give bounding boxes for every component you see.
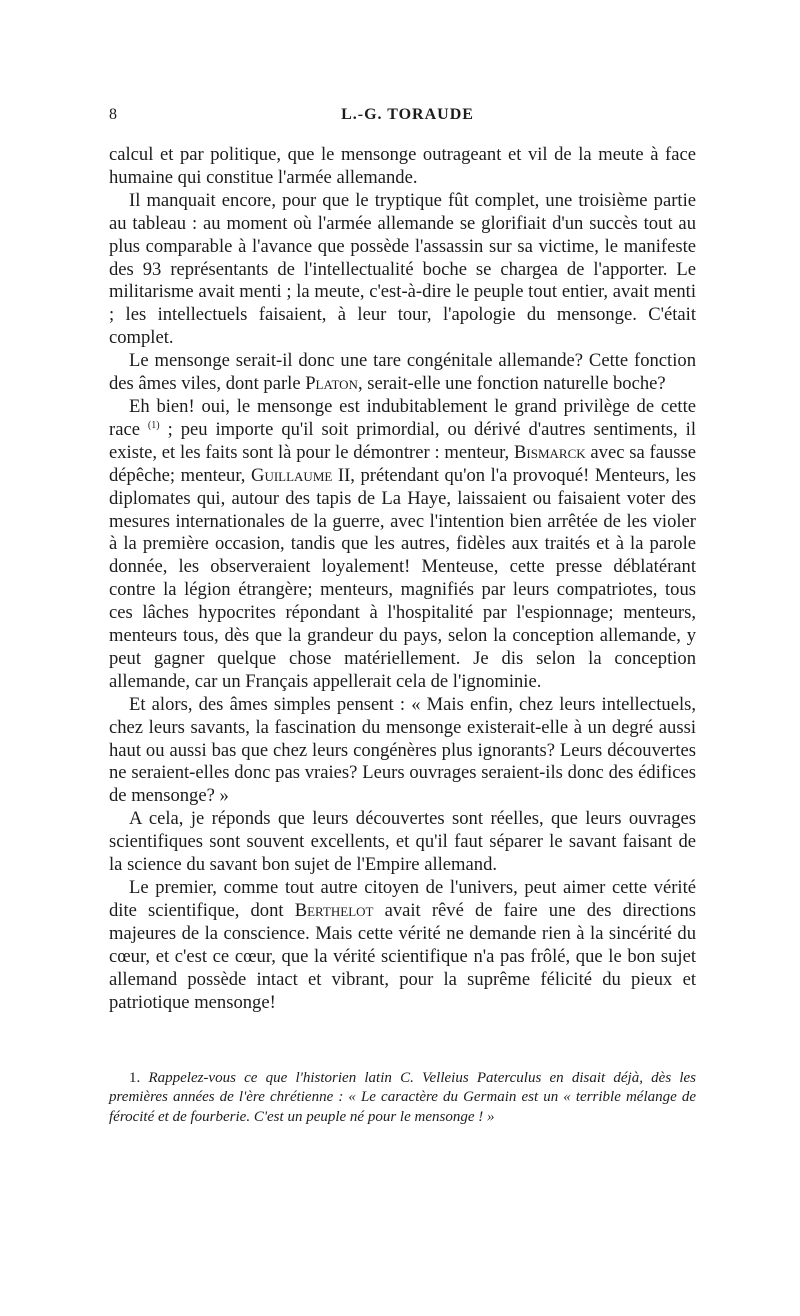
author-name-platon: Platon bbox=[305, 373, 358, 395]
paragraph-4-text-b: ; peu importe qu'il soit primordial, ou dérivé d'autres sentiments, il existe, et les faits sont là pour le démontrer : menteur, bbox=[109, 418, 696, 463]
running-title: L.-G. TORAUDE bbox=[341, 106, 474, 123]
person-name-berthelot: Berthelot bbox=[294, 899, 374, 921]
paragraph-7-text-b: avait rêvé de faire une des directions majeures de la conscience. Mais cette vérité ne demande rien à la sincérité du cœur, et c'est ce cœur, que la vérité scientifique n'a pas frôlé, que le bon sujet allemand possède intact et vibrant, pour la suprême félicité du pieux et patriotique mensonge! bbox=[109, 899, 696, 1013]
footnote-text: Rappelez-vous ce que l'historien latin C. Velleius Paterculus en disait déjà, dès les premières années de l'ère chrétienne : « Le caractère du Germain est un « terrible mélange de férocité et de fourberie. C'est un peuple né pour le mensonge ! » bbox=[109, 1070, 697, 1125]
footnote-1 bbox=[109, 1069, 696, 1127]
paragraph-3 bbox=[109, 350, 696, 396]
body-text bbox=[109, 144, 696, 1014]
paragraph-7 bbox=[109, 877, 696, 1014]
paragraph-5: Et alors, des âmes simples pensent : « Mais enfin, chez leurs intellectuels, chez leurs savants, la fascination du mensonge existerait-elle à un degré aussi haut ou aussi bas que chez leurs congénères plus ignorants? Leurs découvertes ne seraient-elles donc pas vraies? Leurs ouvrages seraient-ils donc des édifices de mensonge? » bbox=[109, 693, 696, 807]
page-number: 8 bbox=[109, 106, 117, 123]
paragraph-6: A cela, je réponds que leurs découvertes sont réelles, que leurs ouvrages scientifiques sont souvent excellents, et qu'il faut séparer le savant faisant de la science du savant bon sujet de l'Empire allemand. bbox=[109, 808, 696, 876]
footnote-reference: (1) bbox=[147, 419, 160, 431]
footnotes bbox=[109, 1069, 696, 1127]
paragraph-1: calcul et par politique, que le mensonge outrageant et vil de la meute à face humaine qui constitue l'armée allemande. bbox=[109, 144, 696, 188]
person-name-bismarck: Bismarck bbox=[514, 441, 586, 463]
paragraph-3-text-b: , serait-elle une fonction naturelle boche? bbox=[357, 373, 666, 395]
paragraph-7-text-a: Le premier, comme tout autre citoyen de l'univers, peut aimer cette vérité dite scientifique, dont bbox=[109, 877, 696, 921]
person-name-guillaume: Guillaume II bbox=[251, 464, 351, 486]
footnote-marker: 1. bbox=[129, 1070, 141, 1086]
paragraph-4-text-c: avec sa fausse dépêche; menteur, bbox=[109, 441, 696, 486]
paragraph-4 bbox=[109, 396, 696, 694]
paragraph-4-text-a: Eh bien! oui, le mensonge est indubitablement le grand privilège de cette race bbox=[109, 395, 696, 440]
paragraph-3-text-a: Le mensonge serait-il donc une tare congénitale allemande? Cette fonction des âmes viles, dont parle bbox=[109, 350, 696, 395]
paragraph-2: Il manquait encore, pour que le tryptique fût complet, une troisième partie au tableau : au moment où l'armée allemande se glorifiait d'un succès tout au plus comparable à l'avance que possède l'assassin sur sa victime, le manifeste des 93 représentants de l'intellectualité boche se chargea de l'apporter. Le militarisme avait menti ; la meute, c'est-à-dire le peuple tout entier, avait menti ; les intellectuels faisaient, à leur tour, l'apologie du mensonge. C'était complet. bbox=[109, 189, 696, 349]
page-header bbox=[109, 106, 694, 128]
paragraph-4-text-d: , prétendant qu'on l'a provoqué! Menteurs, les diplomates qui, autour des tapis de La Haye, laissaient ou faisaient voter des mesures internationales de la guerre, avec l'intention bien arrêtée de les violer à la première occasion, tandis que les autres, fidèles aux traités et à la parole donnée, les observeraient loyalement! Menteuse, cette presse déblatérant contre la légion étrangère; menteurs, magnifiés par leurs compatriotes, tous ces lâches hypocrites répondant à l'hospitalité par l'espionnage; menteurs, menteurs tous, dès que la grandeur du pays, selon la conception allemande, y peut gagner quelque chose matériellement. Je dis selon la conception allemande, car un Français appellerait cela de l'ignominie. bbox=[109, 464, 696, 692]
